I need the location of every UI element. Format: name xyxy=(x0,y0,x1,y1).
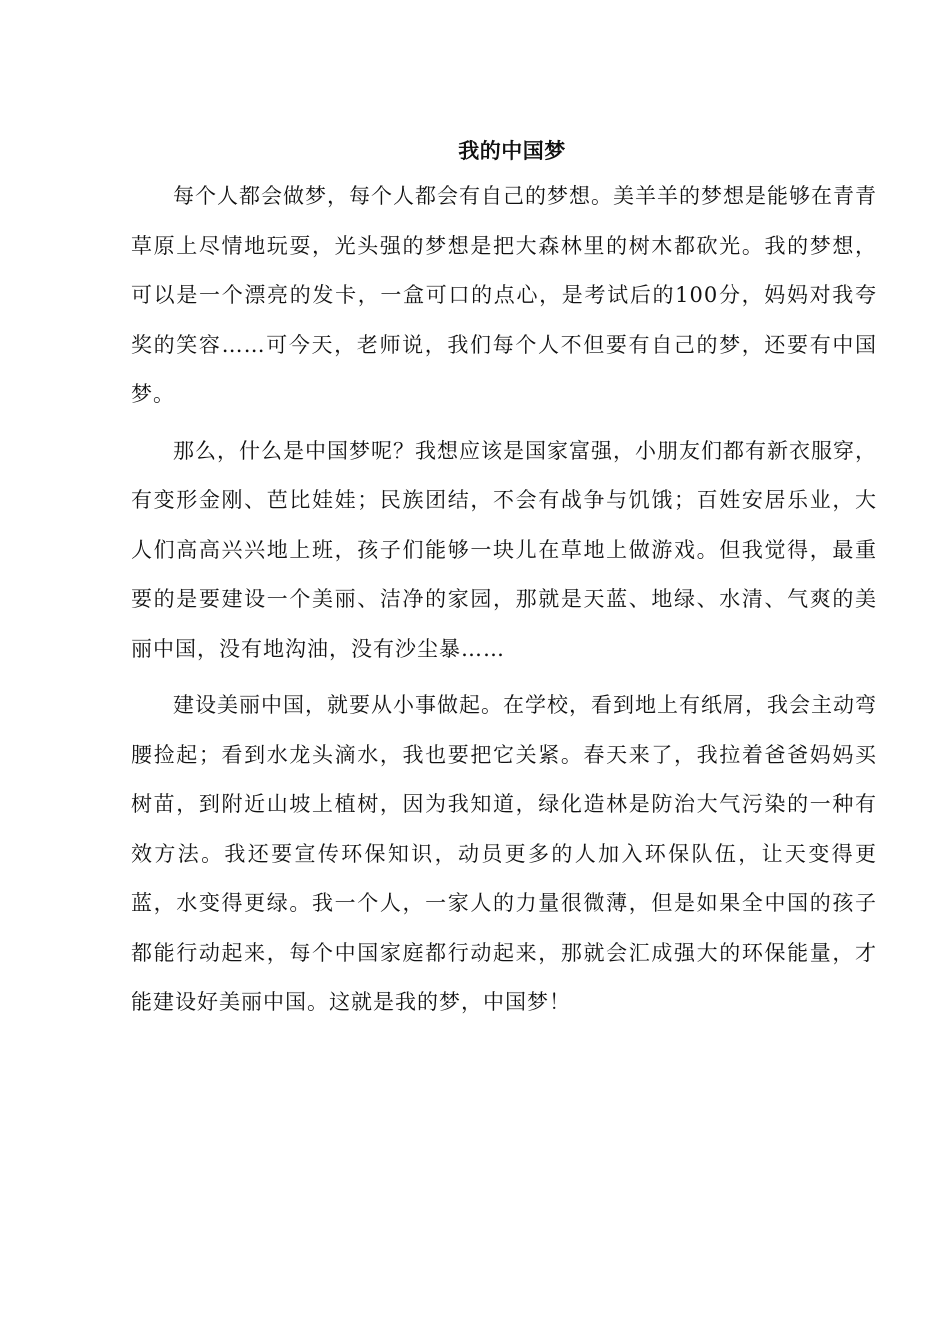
essay-body xyxy=(131,130,877,1035)
paragraph-1: 每个人都会做梦，每个人都会有自己的梦想。美羊羊的梦想是能够在青青草原上尽情地玩耍，光头强的梦想是把大森林里的树木都砍光。我的梦想，可以是一个漂亮的发卡，一盒可口的点心，是考试后的100分，妈妈对我夸奖的笑容……可今天，老师说，我们每个人不但要有自己的梦，还要有中国梦。 xyxy=(131,184,877,406)
essay-title: 我的中国梦 xyxy=(458,138,566,163)
paragraph-2: 那么，什么是中国梦呢？我想应该是国家富强，小朋友们都有新衣服穿，有变形金刚、芭比娃娃；民族团结，不会有战争与饥饿；百姓安居乐业，大人们高高兴兴地上班，孩子们能够一块儿在草地上做游戏。但我觉得，最重要的是要建设一个美丽、洁净的家园，那就是天蓝、地绿、水清、气爽的美丽中国，没有地沟油，没有沙尘暴…… xyxy=(131,438,877,661)
paragraph-3: 建设美丽中国，就要从小事做起。在学校，看到地上有纸屑，我会主动弯腰捡起；看到水龙头滴水，我也要把它关紧。春天来了，我拉着爸爸妈妈买树苗，到附近山坡上植树，因为我知道，绿化造林是防治大气污染的一种有效方法。我还要宣传环保知识，动员更多的人加入环保队伍，让天变得更蓝，水变得更绿。我一个人，一家人的力量很微薄，但是如果全中国的孩子都能行动起来，每个中国家庭都行动起来，那就会汇成强大的环保能量，才能建设好美丽中国。这就是我的梦，中国梦！ xyxy=(131,693,877,1014)
